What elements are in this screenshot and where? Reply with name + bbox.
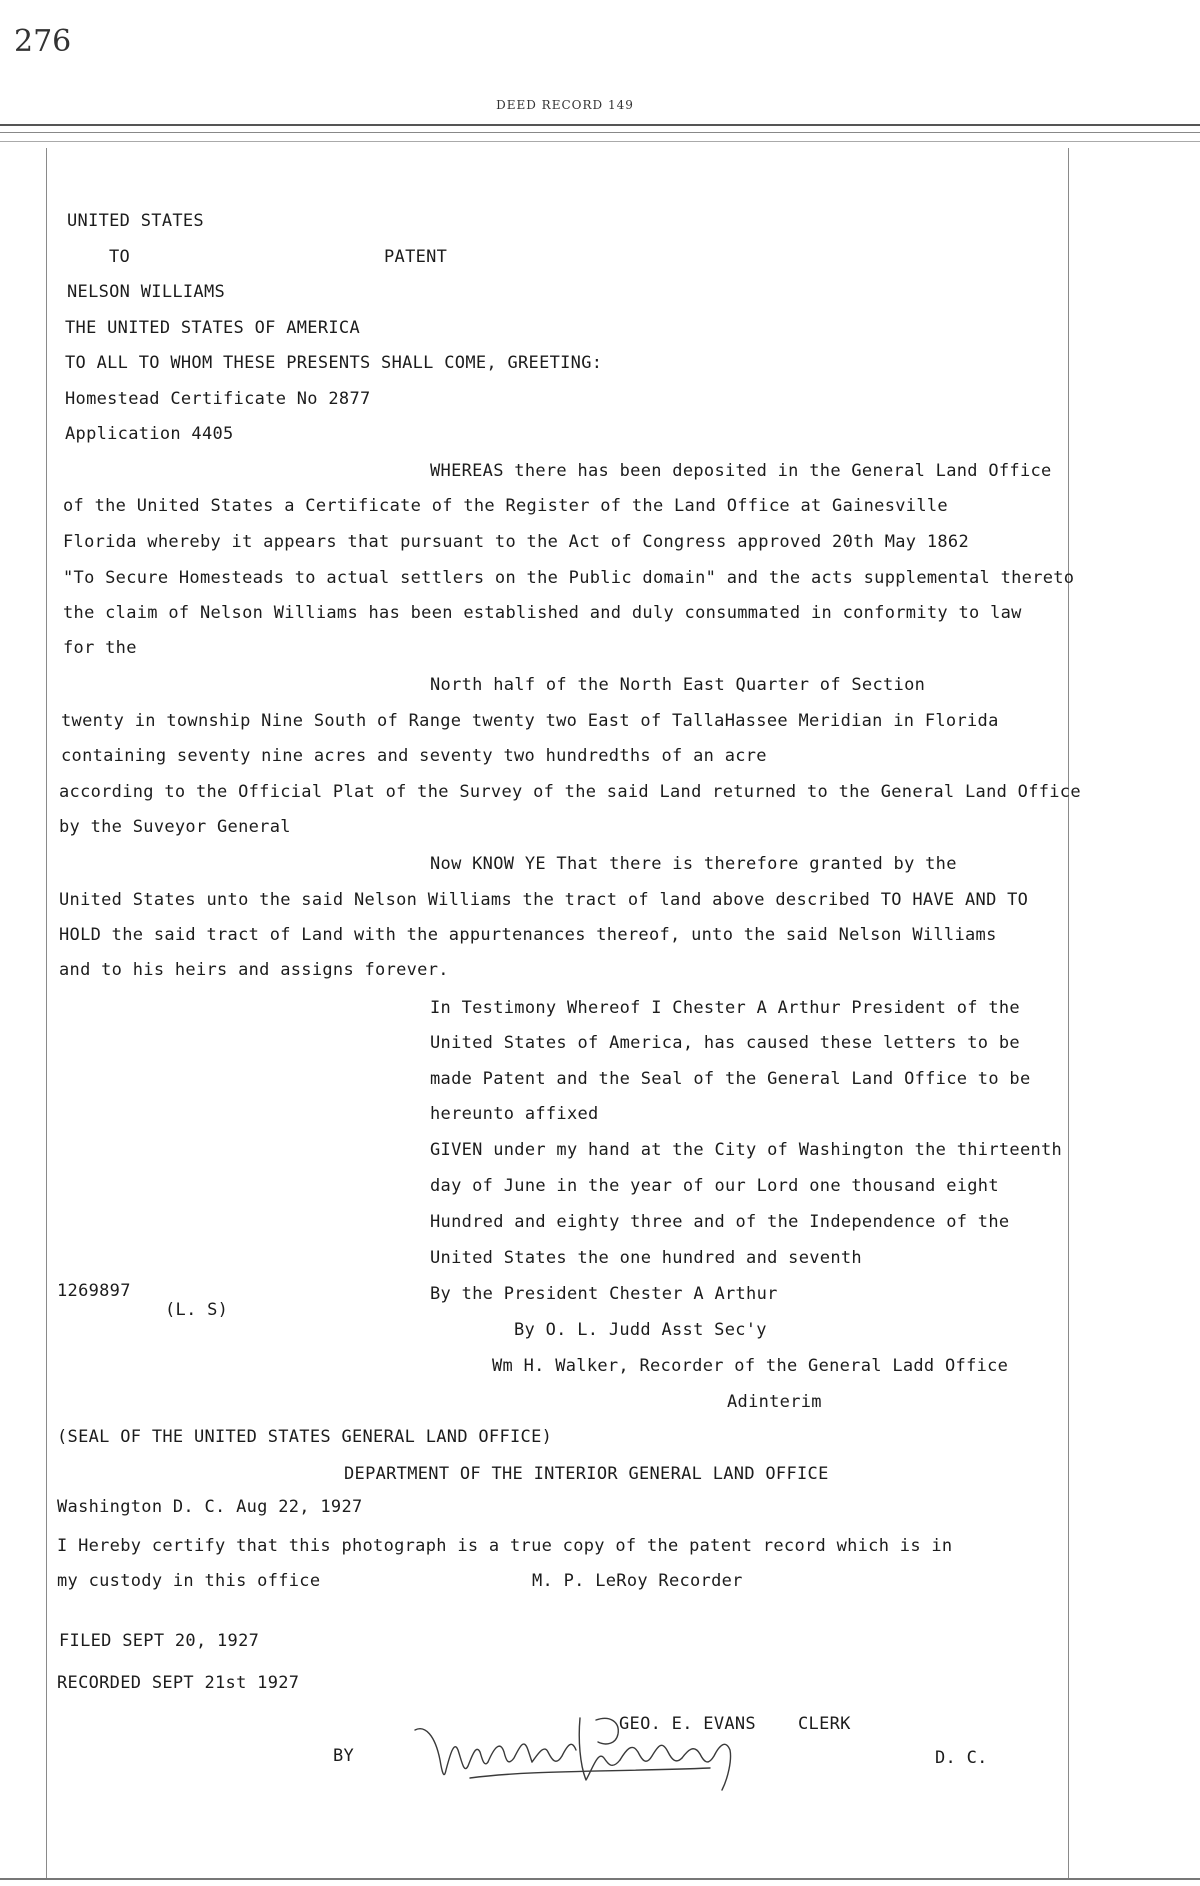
- grantor-line: UNITED STATES: [67, 211, 204, 231]
- seal-line: (SEAL OF THE UNITED STATES GENERAL LAND OFFICE): [57, 1427, 553, 1447]
- signatory-line: By the President Chester A Arthur: [430, 1284, 778, 1304]
- header-rule-third: [0, 141, 1200, 142]
- land-description-line: according to the Official Plat of the Survey of the said Land returned to the General Land Office: [59, 782, 1081, 802]
- body-line: "To Secure Homesteads to actual settlers on the Public domain" and the acts supplemental thereto: [63, 568, 1075, 588]
- signatory-line: Wm H. Walker, Recorder of the General Ladd Office: [492, 1356, 1009, 1376]
- clerk-name: GEO. E. EVANS: [619, 1714, 756, 1734]
- land-description-line: by the Suveyor General: [59, 817, 291, 837]
- by-label: BY: [333, 1746, 355, 1766]
- testimony-line: day of June in the year of our Lord one thousand eight: [430, 1176, 999, 1196]
- testimony-line: made Patent and the Seal of the General Land Office to be: [430, 1069, 1031, 1089]
- document-type: PATENT: [384, 247, 448, 267]
- testimony-line: hereunto affixed: [430, 1104, 599, 1124]
- clerk-title: CLERK: [798, 1714, 851, 1734]
- testimony-line: In Testimony Whereof I Chester A Arthur President of the: [430, 998, 1020, 1018]
- page-number: 276: [14, 24, 72, 59]
- certificate-line: Homestead Certificate No 2877: [65, 389, 371, 409]
- testimony-line: Hundred and eighty three and of the Independence of the: [430, 1212, 1010, 1232]
- land-description-line: twenty in township Nine South of Range twenty two East of TallaHassee Meridian in Florida: [61, 711, 999, 731]
- record-header: DEED RECORD 149: [496, 98, 634, 112]
- greeting-line: TO ALL TO WHOM THESE PRESENTS SHALL COME, GREETING:: [65, 353, 603, 373]
- certification-line: my custody in this office: [57, 1571, 321, 1591]
- left-margin-rule: [46, 148, 47, 1878]
- application-line: Application 4405: [65, 424, 234, 444]
- grantee-line: NELSON WILLIAMS: [67, 282, 226, 302]
- land-description-line: containing seventy nine acres and seventy two hundredths of an acre: [61, 746, 767, 766]
- grant-line: United States unto the said Nelson Williams the tract of land above described TO HAVE AND TO: [59, 890, 1029, 910]
- body-line: of the United States a Certificate of the Register of the Land Office at Gainesville: [63, 496, 948, 516]
- bottom-rule: [0, 1878, 1200, 1880]
- deputy-clerk-label: D. C.: [935, 1748, 988, 1768]
- recorder-name: M. P. LeRoy Recorder: [532, 1571, 743, 1591]
- signatory-line: Adinterim: [727, 1392, 822, 1412]
- recorded-stamp: RECORDED SEPT 21st 1927: [57, 1673, 300, 1693]
- record-number: 1269897: [57, 1281, 131, 1301]
- seal-mark: (L. S): [165, 1300, 229, 1320]
- testimony-line: GIVEN under my hand at the City of Washington the thirteenth: [430, 1140, 1063, 1160]
- grant-line: HOLD the said tract of Land with the appurtenances thereof, unto the said Nelson Williams: [59, 925, 997, 945]
- signatory-line: By O. L. Judd Asst Sec'y: [514, 1320, 767, 1340]
- certification-date: Washington D. C. Aug 22, 1927: [57, 1497, 363, 1517]
- land-description-line: North half of the North East Quarter of Section: [430, 675, 926, 695]
- to-line: TO: [109, 247, 131, 267]
- testimony-line: United States of America, has caused these letters to be: [430, 1033, 1020, 1053]
- filed-stamp: FILED SEPT 20, 1927: [59, 1631, 260, 1651]
- header-rule-bottom: [0, 132, 1200, 133]
- grant-line: and to his heirs and assigns forever.: [59, 960, 449, 980]
- certification-line: I Hereby certify that this photograph is a true copy of the patent record which is in: [57, 1536, 953, 1556]
- right-margin-rule: [1068, 148, 1069, 1878]
- body-line: Florida whereby it appears that pursuant to the Act of Congress approved 20th May 1862: [63, 532, 969, 552]
- testimony-line: United States the one hundred and seventh: [430, 1248, 862, 1268]
- body-line: for the: [63, 638, 137, 658]
- header-rule-top: [0, 124, 1200, 126]
- body-line: the claim of Nelson Williams has been established and duly consummated in conformity to law: [63, 603, 1022, 623]
- grant-line: Now KNOW YE That there is therefore granted by the: [430, 854, 957, 874]
- department-line: DEPARTMENT OF THE INTERIOR GENERAL LAND OFFICE: [344, 1464, 829, 1484]
- nation-line: THE UNITED STATES OF AMERICA: [65, 318, 360, 338]
- body-line: WHEREAS there has been deposited in the General Land Office: [430, 461, 1052, 481]
- handwritten-signature: [410, 1700, 770, 1800]
